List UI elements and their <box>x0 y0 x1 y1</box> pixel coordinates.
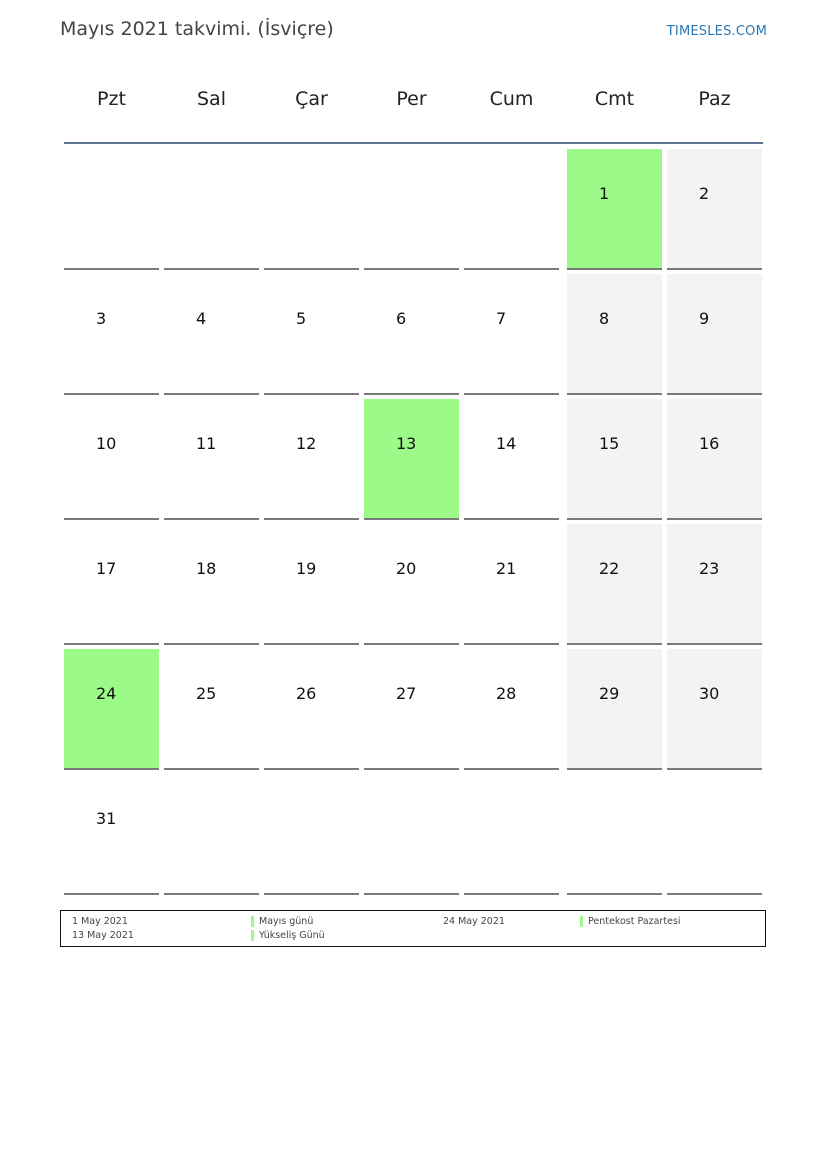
day-cell <box>567 399 662 520</box>
empty-day-cell <box>464 774 559 895</box>
day-cell <box>567 274 662 395</box>
day-cell <box>164 399 259 520</box>
day-number: 25 <box>196 684 217 703</box>
legend-date: 1 May 2021 <box>72 916 128 927</box>
day-cell <box>164 524 259 645</box>
empty-day-cell <box>567 774 662 895</box>
day-number: 9 <box>699 309 710 328</box>
legend-holiday-name: Pentekost Pazartesi <box>588 916 681 927</box>
day-cell <box>364 274 459 395</box>
day-number: 16 <box>699 434 720 453</box>
day-number: 1 <box>599 184 610 203</box>
weekday-label: Cmt <box>594 88 635 110</box>
day-cell <box>567 649 662 770</box>
holiday-legend <box>60 910 766 947</box>
empty-day-cell <box>264 774 359 895</box>
empty-day-cell <box>364 774 459 895</box>
day-number: 20 <box>396 559 417 578</box>
weekday-label: Paz <box>698 88 731 110</box>
day-number: 30 <box>699 684 720 703</box>
day-number: 8 <box>599 309 610 328</box>
day-cell <box>164 649 259 770</box>
day-number: 14 <box>496 434 517 453</box>
day-cell <box>364 399 459 520</box>
day-cell <box>364 649 459 770</box>
day-cell <box>264 274 359 395</box>
day-number: 27 <box>396 684 417 703</box>
day-cell <box>667 274 762 395</box>
day-number: 5 <box>296 309 307 328</box>
day-cell <box>667 149 762 270</box>
day-number: 22 <box>599 559 620 578</box>
weekday-label: Per <box>396 88 427 110</box>
day-number: 3 <box>96 309 107 328</box>
day-cell <box>64 524 159 645</box>
legend-holiday-name: Yükseliş Günü <box>259 930 325 941</box>
legend-swatch <box>580 916 583 927</box>
day-number: 13 <box>396 434 417 453</box>
day-cell <box>264 399 359 520</box>
day-number: 18 <box>196 559 217 578</box>
day-number: 28 <box>496 684 517 703</box>
empty-day-cell <box>164 774 259 895</box>
day-number: 29 <box>599 684 620 703</box>
day-number: 21 <box>496 559 517 578</box>
weekday-label: Sal <box>197 88 226 110</box>
page-title: Mayıs 2021 takvimi. (İsviçre) <box>60 18 334 40</box>
legend-swatch <box>251 930 254 941</box>
day-cell <box>667 649 762 770</box>
day-number: 15 <box>599 434 620 453</box>
day-number: 19 <box>296 559 317 578</box>
day-cell <box>667 399 762 520</box>
day-number: 26 <box>296 684 317 703</box>
day-cell <box>64 399 159 520</box>
day-cell <box>64 774 159 895</box>
site-link[interactable]: TIMESLES.COM <box>666 24 767 39</box>
day-number: 23 <box>699 559 720 578</box>
day-number: 17 <box>96 559 117 578</box>
empty-day-cell <box>164 149 259 270</box>
day-cell <box>464 274 559 395</box>
day-cell <box>464 399 559 520</box>
empty-day-cell <box>64 149 159 270</box>
day-cell <box>667 524 762 645</box>
day-cell <box>567 524 662 645</box>
day-cell <box>264 524 359 645</box>
legend-holiday-name: Mayıs günü <box>259 916 314 927</box>
day-cell <box>64 649 159 770</box>
day-number: 6 <box>396 309 407 328</box>
day-number: 24 <box>96 684 117 703</box>
empty-day-cell <box>464 149 559 270</box>
day-cell <box>264 649 359 770</box>
day-number: 12 <box>296 434 317 453</box>
day-cell <box>364 524 459 645</box>
empty-day-cell <box>364 149 459 270</box>
legend-date: 13 May 2021 <box>72 930 134 941</box>
day-cell <box>464 649 559 770</box>
day-cell <box>164 274 259 395</box>
empty-day-cell <box>667 774 762 895</box>
day-number: 10 <box>96 434 117 453</box>
day-number: 31 <box>96 809 117 828</box>
weekday-label: Cum <box>489 88 534 110</box>
day-cell <box>464 524 559 645</box>
day-number: 4 <box>196 309 207 328</box>
empty-day-cell <box>264 149 359 270</box>
weekday-label: Çar <box>295 88 328 110</box>
weekday-label: Pzt <box>97 88 126 110</box>
legend-date: 24 May 2021 <box>443 916 505 927</box>
day-cell <box>64 274 159 395</box>
legend-swatch <box>251 916 254 927</box>
day-number: 7 <box>496 309 507 328</box>
day-number: 2 <box>699 184 710 203</box>
day-cell <box>567 149 662 270</box>
day-number: 11 <box>196 434 217 453</box>
